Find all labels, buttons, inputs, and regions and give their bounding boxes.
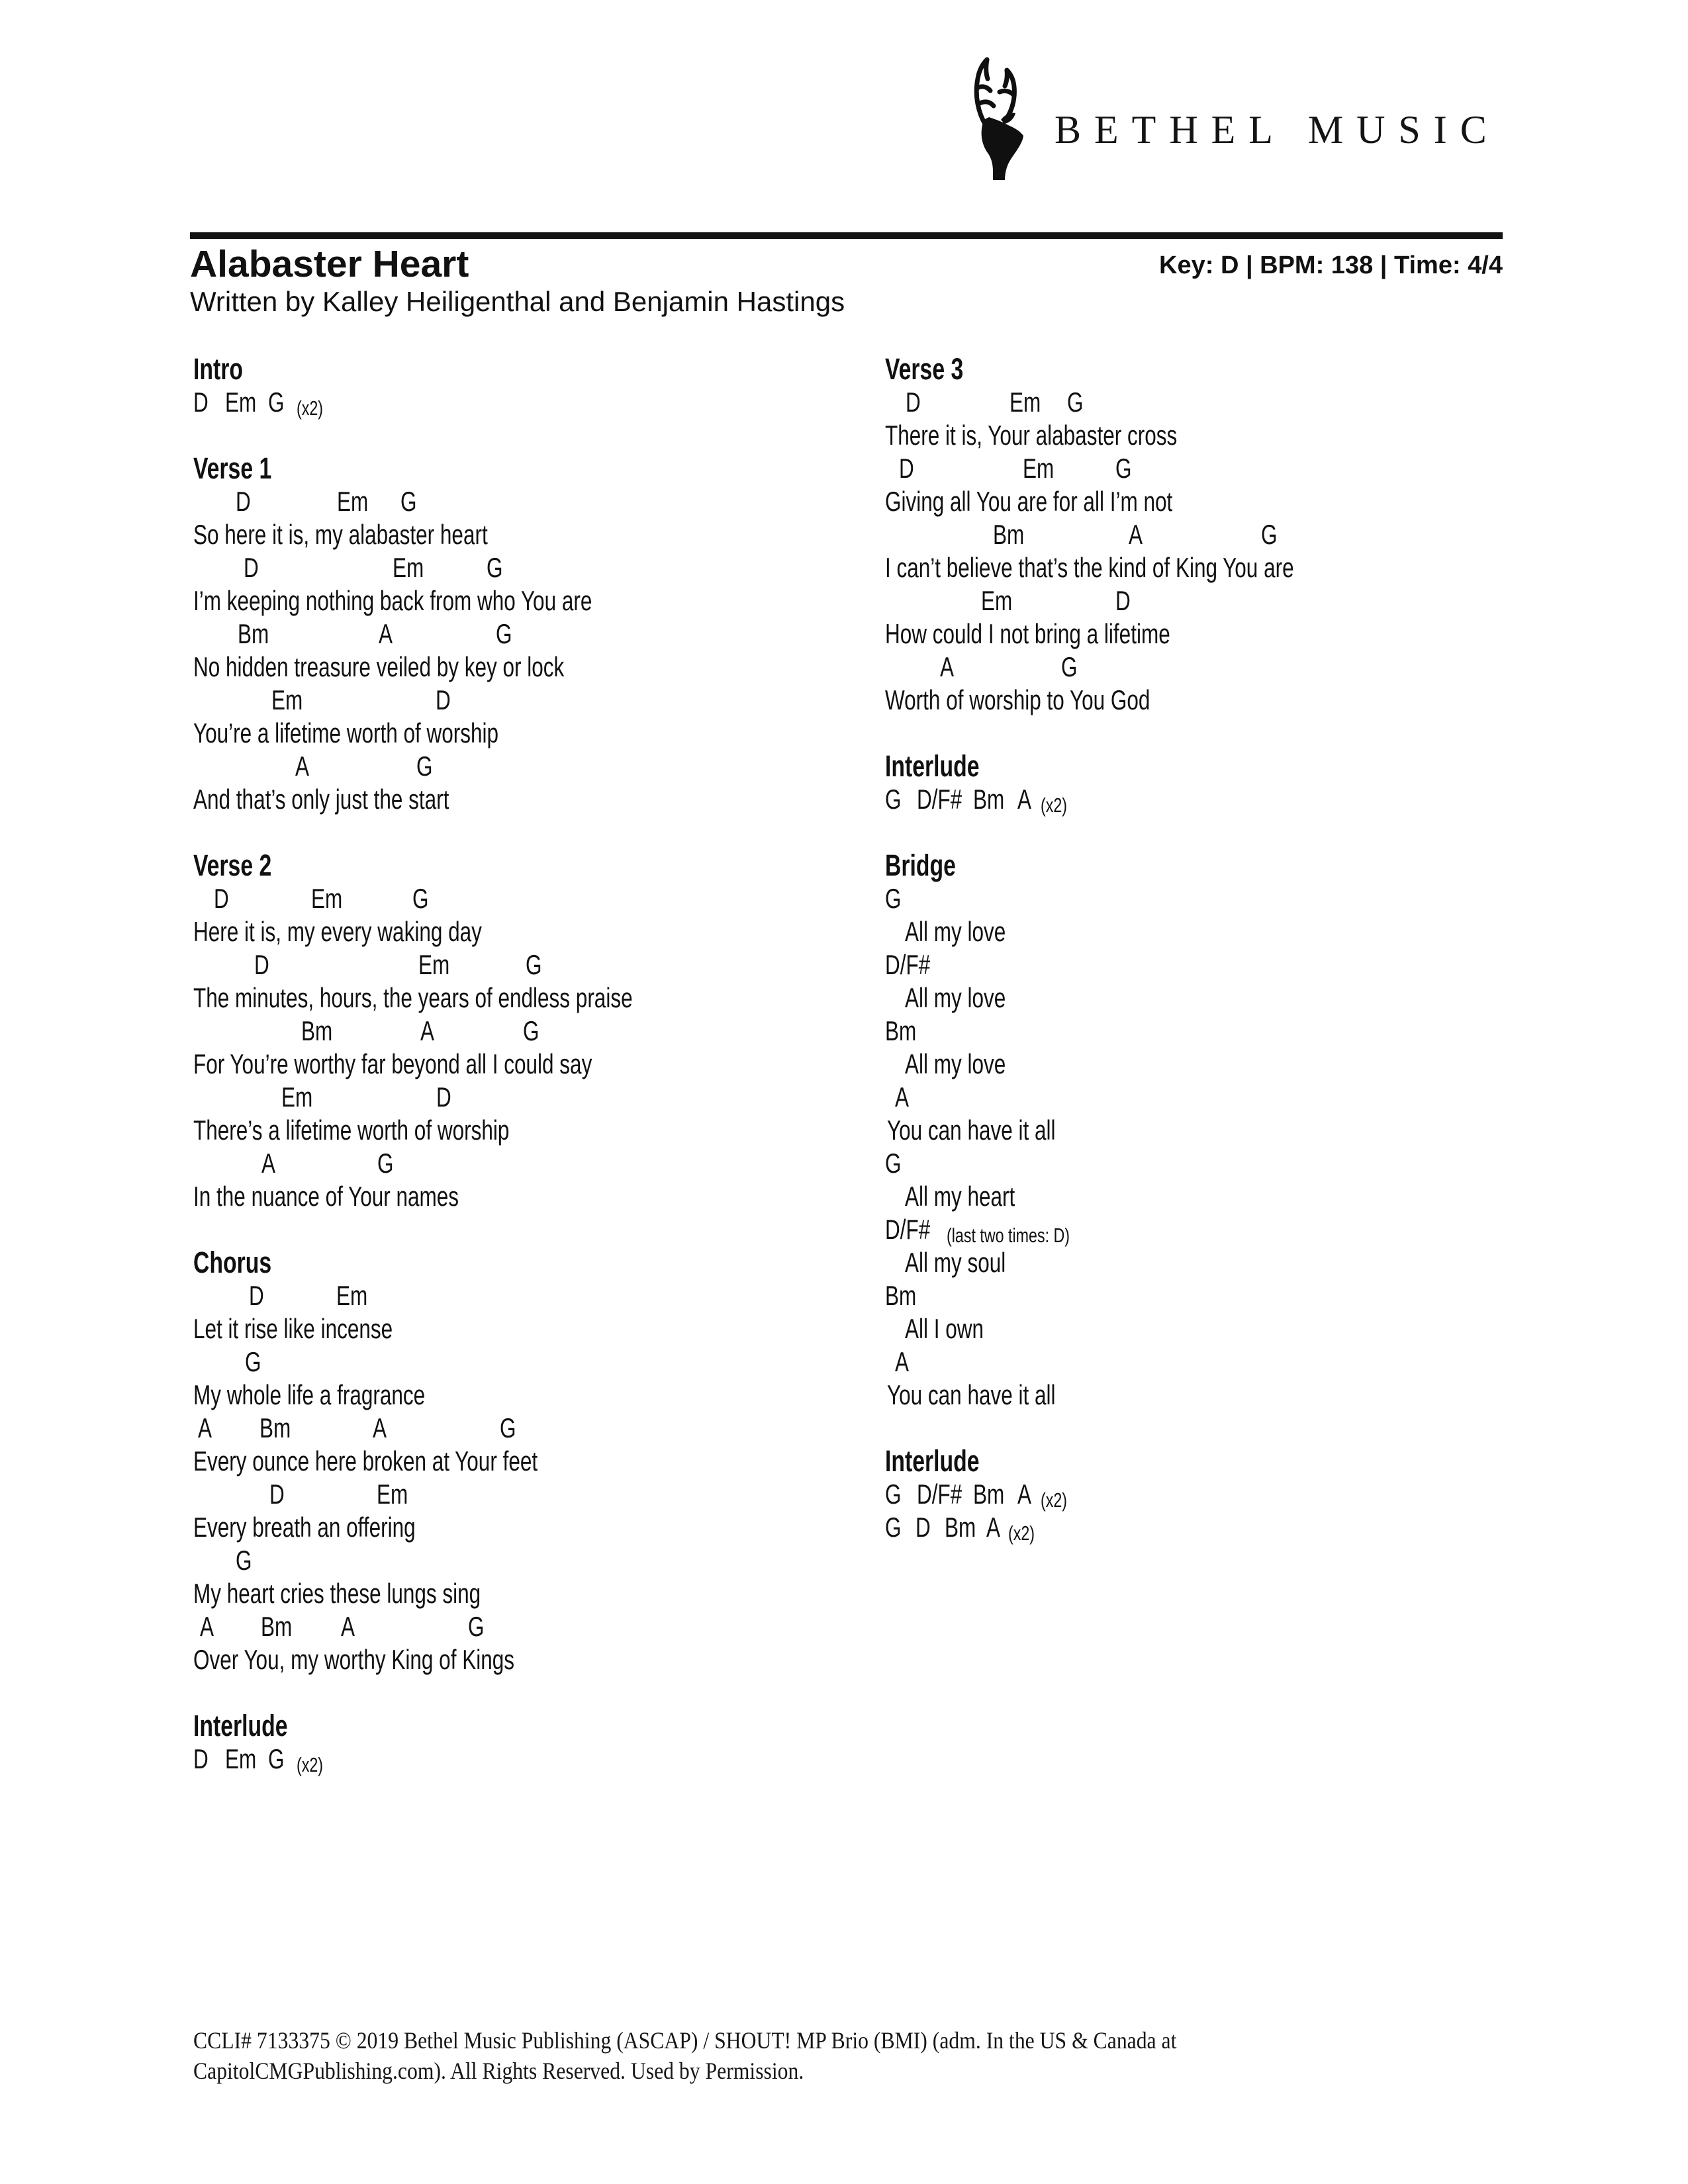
chord: Em [271, 684, 303, 715]
chord-line [0, 1083, 1688, 1116]
chord-line [0, 786, 1688, 819]
chord: G [1061, 651, 1078, 682]
section-header: Verse 3 [885, 352, 964, 386]
chord: D [254, 949, 269, 980]
section-header: Bridge [885, 848, 956, 882]
chord: G [487, 552, 503, 583]
chord: Em [418, 949, 450, 980]
chord-line [0, 653, 1688, 686]
chord: A [940, 651, 955, 682]
chord-line [0, 587, 1688, 620]
chord: D [236, 486, 251, 517]
lyric-line: All my love [905, 982, 1006, 1013]
lyric-line: All my soul [905, 1247, 1006, 1278]
lyric-line: All I own [905, 1313, 984, 1344]
chord: Bm [301, 1015, 333, 1046]
chord: A [1129, 519, 1143, 550]
chord: D [436, 1081, 451, 1113]
chord-line [0, 1514, 1688, 1547]
chord: G [377, 1148, 394, 1179]
chord: D/F# [885, 949, 931, 980]
chord-line [0, 388, 1688, 422]
chord: G [885, 784, 902, 815]
lyric-line: Over You, my worthy King of Kings [193, 1644, 514, 1675]
chord-annotation: (x2) [1008, 1522, 1035, 1545]
lyric-line: Giving all You are for all I’m not [885, 486, 1173, 517]
chord: D [906, 387, 921, 418]
chord: Em [311, 883, 343, 914]
chord: D [214, 883, 229, 914]
chord: D/F# [885, 1214, 931, 1245]
chord: Em [281, 1081, 313, 1113]
chord: A [198, 1412, 212, 1443]
chord: Bm [238, 618, 269, 649]
section-header: Chorus [193, 1246, 272, 1279]
chord: D [915, 1512, 931, 1543]
brand-logo [955, 51, 1504, 180]
chord: Em [225, 1743, 257, 1774]
lyric-line: I’m keeping nothing back from who You are [193, 585, 592, 616]
section-header: Interlude [885, 749, 980, 783]
chord-line [0, 1745, 1688, 1778]
chord-line [0, 521, 1688, 554]
lyric-line: Worth of worship to You God [885, 684, 1150, 715]
chord: G [268, 387, 285, 418]
chord: Em [981, 585, 1013, 616]
chord: G [1067, 387, 1084, 418]
song-title: Alabaster Heart [190, 243, 469, 285]
chord: Bm [885, 1015, 917, 1046]
chord-annotation: (x2) [297, 396, 324, 420]
chord: Em [1009, 387, 1041, 418]
footer-line: CCLI# 7133375 © 2019 Bethel Music Publishing (ASCAP) / SHOUT! MP Brio (BMI) (adm. In the US & Canada at [193, 2027, 1177, 2054]
lyric-line: Every ounce here broken at Your feet [193, 1445, 538, 1477]
chord: D [269, 1479, 285, 1510]
lyric-line: You can have it all [887, 1379, 1056, 1410]
chord: A [895, 1346, 910, 1377]
song-meta: Key: D | BPM: 138 | Time: 4/4 [1159, 251, 1503, 279]
section-header: Interlude [193, 1709, 288, 1743]
lyric-line: For You’re worthy far beyond all I could say [193, 1048, 592, 1079]
chord: Em [393, 552, 424, 583]
chord: G [496, 618, 512, 649]
chord: D [193, 387, 209, 418]
brand-name: BETHEL MUSIC [1055, 108, 1500, 152]
chord: Em [377, 1479, 408, 1510]
chord: G [885, 1148, 902, 1179]
lyric-line: No hidden treasure veiled by key or lock [193, 651, 565, 682]
chord-line [0, 1547, 1688, 1580]
chord: A [379, 618, 393, 649]
lyric-line: Let it rise like incense [193, 1313, 393, 1344]
chord: G [500, 1412, 516, 1443]
chord: A [341, 1611, 355, 1642]
chord: A [895, 1081, 910, 1113]
chord-line [0, 1282, 1688, 1315]
chord-line [0, 1150, 1688, 1183]
chord: G [236, 1545, 252, 1576]
chord: A [200, 1611, 214, 1642]
chord: A [420, 1015, 435, 1046]
chord-line [0, 885, 1688, 918]
chord: G [245, 1346, 261, 1377]
chord: Em [225, 387, 257, 418]
chord: Bm [945, 1512, 976, 1543]
chord: A [373, 1412, 387, 1443]
lyric-line: There it is, Your alabaster cross [885, 420, 1178, 451]
chord: A [1017, 784, 1032, 815]
chord: G [885, 1479, 902, 1510]
chord: Bm [259, 1412, 291, 1443]
chord: D [436, 684, 451, 715]
chord: D [249, 1280, 264, 1311]
chord: G [885, 883, 902, 914]
chord-line [0, 1414, 1688, 1447]
chord: Bm [973, 1479, 1005, 1510]
chord: D/F# [917, 1479, 962, 1510]
chord-line [0, 554, 1688, 587]
chord-line [0, 620, 1688, 653]
chord: Em [337, 486, 369, 517]
lyric-line: In the nuance of Your names [193, 1181, 459, 1212]
chord: D [193, 1743, 209, 1774]
chord: Em [1023, 453, 1055, 484]
chord-line [0, 488, 1688, 521]
chord: G [526, 949, 542, 980]
lyric-line: All my heart [905, 1181, 1015, 1212]
lyric-line: And that’s only just the start [193, 784, 449, 815]
chord: G [1261, 519, 1278, 550]
chord: Bm [973, 784, 1005, 815]
chord-annotation: (x2) [297, 1753, 324, 1776]
lyric-line: My heart cries these lungs sing [193, 1578, 481, 1609]
section-header: Interlude [885, 1444, 980, 1478]
lyric-line: All my love [905, 916, 1006, 947]
chord-line [0, 1480, 1688, 1514]
chord-line [0, 451, 1688, 488]
chord: Bm [993, 519, 1025, 550]
chord-annotation: (last two times: D) [947, 1224, 1070, 1247]
chord: A [261, 1148, 276, 1179]
lyric-line: The minutes, hours, the years of endless praise [193, 982, 633, 1013]
chord: Bm [261, 1611, 293, 1642]
chord: G [1115, 453, 1132, 484]
lyric-line: Every breath an offering [193, 1512, 416, 1543]
song-byline: Written by Kalley Heiligenthal and Benjamin Hastings [190, 286, 845, 317]
lyric-line: Here it is, my every waking day [193, 916, 482, 947]
lyric-line: You can have it all [887, 1115, 1056, 1146]
lyric-line: My whole life a fragrance [193, 1379, 426, 1410]
section-header: Verse 2 [193, 848, 272, 882]
chord: D [244, 552, 259, 583]
chord: G [468, 1611, 485, 1642]
chord-annotation: (x2) [1041, 794, 1068, 817]
chord: D [1115, 585, 1131, 616]
lyric-line: You’re a lifetime worth of worship [193, 717, 499, 749]
lyric-line: I can’t believe that’s the kind of King You are [885, 552, 1294, 583]
chord-line [0, 951, 1688, 984]
chord-annotation: (x2) [1041, 1488, 1068, 1512]
chord-line [0, 749, 1688, 786]
chord: A [986, 1512, 1001, 1543]
footer-line: CapitolCMGPublishing.com). All Rights Reserved. Used by Permission. [193, 2058, 804, 2084]
chord-line [0, 1348, 1688, 1381]
chord: A [1017, 1479, 1032, 1510]
chord: Em [336, 1280, 368, 1311]
chord: G [268, 1743, 285, 1774]
header-rule [190, 232, 1503, 239]
chord: A [295, 751, 310, 782]
lyric-line: All my love [905, 1048, 1006, 1079]
chord: G [523, 1015, 539, 1046]
section-header: Verse 1 [193, 451, 272, 485]
chord: G [400, 486, 417, 517]
chord-line [0, 1613, 1688, 1646]
chord: G [885, 1512, 902, 1543]
lyric-line: So here it is, my alabaster heart [193, 519, 488, 550]
lyric-line: There’s a lifetime worth of worship [193, 1115, 510, 1146]
chord-line [0, 1017, 1688, 1050]
chord: G [412, 883, 429, 914]
chord: D/F# [917, 784, 962, 815]
lyric-line: How could I not bring a lifetime [885, 618, 1170, 649]
chord: D [899, 453, 914, 484]
chord: Bm [885, 1280, 917, 1311]
chord-line [0, 1216, 1688, 1249]
chord: G [416, 751, 433, 782]
section-header: Intro [193, 352, 243, 386]
chord-line [0, 686, 1688, 719]
